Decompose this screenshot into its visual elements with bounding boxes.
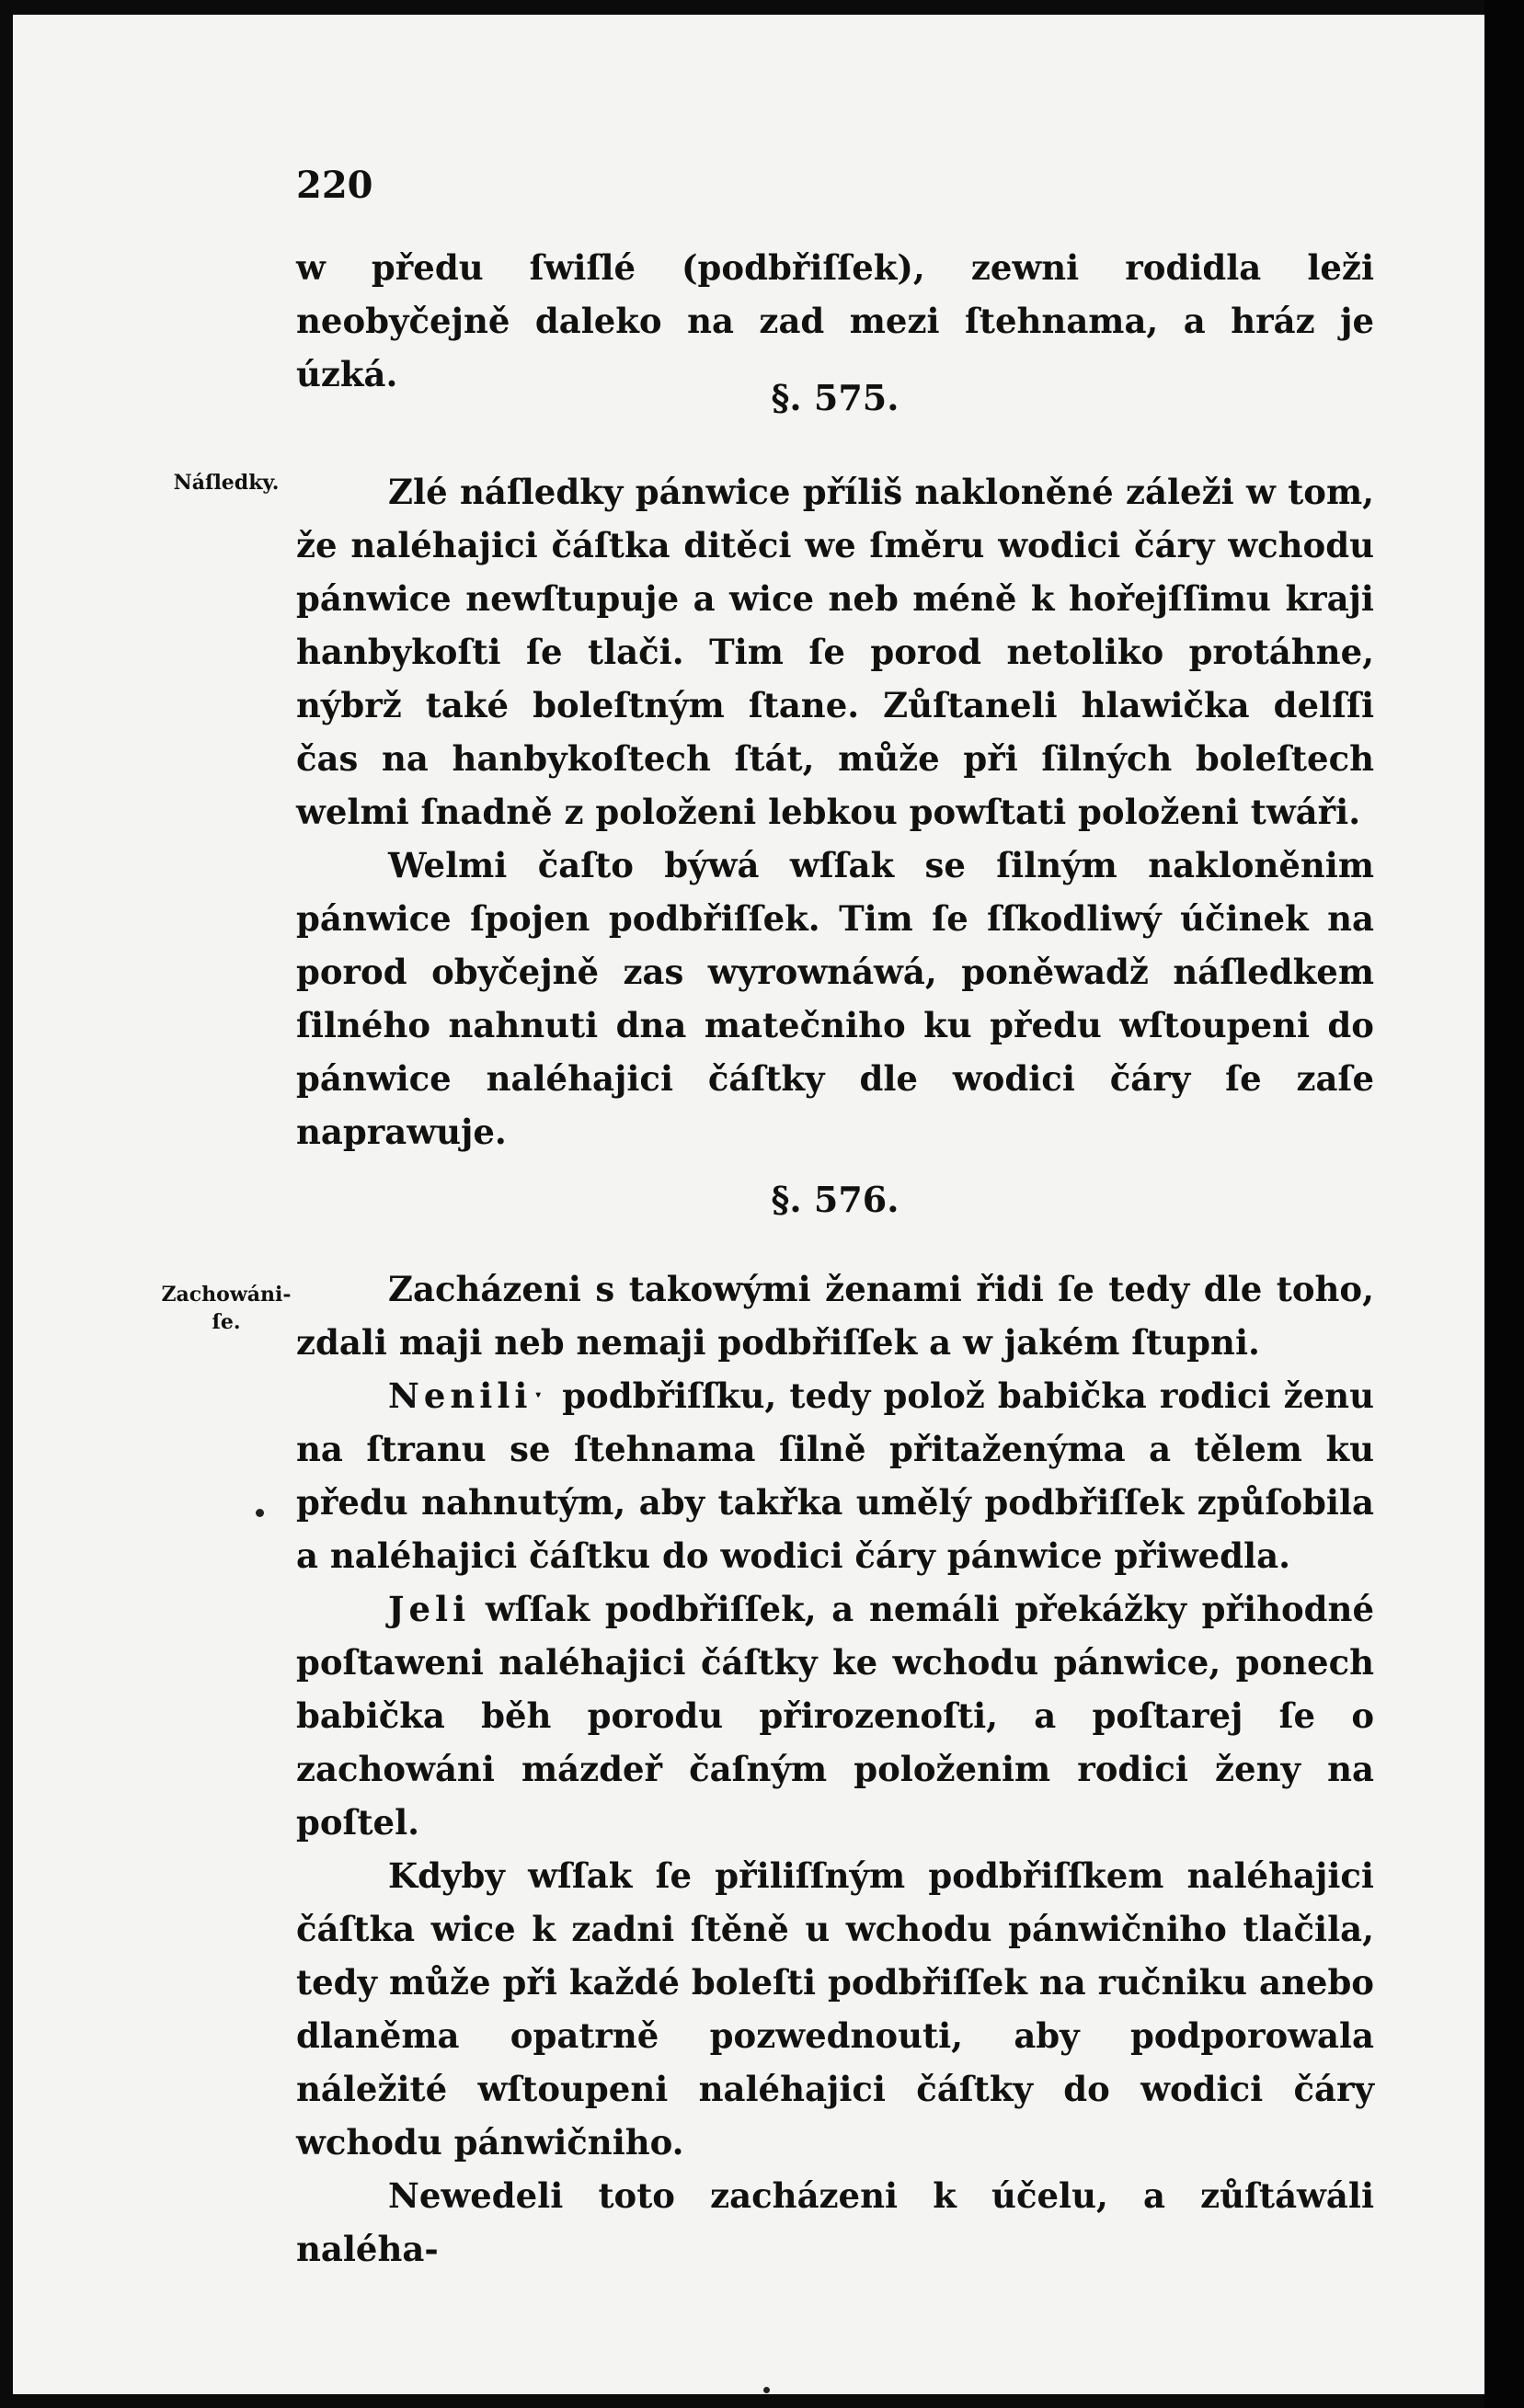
paragraph xyxy=(296,1582,1374,1849)
paragraph-rest: wſſak podbřiſſek, a nemáli překážky přihodné poſtaweni naléhajici čáſtky ke wchodu pánwice, ponech babička běh porodu přirozenoſti, a poſtarej ſe o zachowáni mázdeř čaſným položenim rodici ženy na poſtel. xyxy=(296,1589,1374,1843)
page-number: 220 xyxy=(296,164,373,207)
margin-note-nasledky: Náſledky. xyxy=(173,471,280,495)
paragraph: Welmi čaſto býwá wſſak se ſilným nakloněnim pánwice ſpojen podbřiſſek. Tim ſe ſſkodliwý účinek na porod obyčejně zas wyrownáwá, poněwadž náſledkem ſilného nahnuti dna matečniho ku předu wſtoupeni do pánwice naléhajici čáſtky dle wodici čáry ſe zaſe naprawuje. xyxy=(296,845,1374,1152)
section-heading-576: §. 576. xyxy=(771,1179,900,1220)
lead-word: Neniliˑ xyxy=(388,1375,550,1416)
paragraph-rest: podbřiſſku, tedy polož babička rodici ženu na ſtranu se ſtehnama ſilně přitaženýma a tělem ku předu nahnutým, aby takřka umělý podbřiſſek způſobila a naléhajici čáſtku do wodici čáry pánwice přiwedla. xyxy=(296,1375,1374,1576)
section-heading-575: §. 575. xyxy=(771,377,900,418)
section-576-body xyxy=(296,1262,1374,2276)
paragraph: Zlé náſledky pánwice příliš nakloněné záleži w tom, že naléhajici čáſtka ditěci we ſměru wodici čáry wchodu pánwice newſtupuje a wice neb méně k hořejſſimu kraji hanbykoſti ſe tlači. Tim ſe porod netoliko protáhne, nýbrž také boleſtným ſtane. Zůſtaneli hlawička delſſi čas na hanbykoſtech ſtát, může při ſilných boleſtech welmi ſnadně z položeni lebkou powſtati položeni twáři. xyxy=(296,472,1374,832)
lead-word: Jeli xyxy=(388,1589,471,1629)
section-575-body xyxy=(296,465,1374,1158)
scan-speck xyxy=(763,2387,770,2393)
intro-text: w předu ſwiſlé (podbřiſſek), zewni rodidla leži neobyčejně daleko na zad mezi ſtehnama, a hráz je úzká. xyxy=(296,247,1374,394)
paragraph: Zacházeni s takowými ženami řidi ſe tedy dle toho, zdali maji neb nemaji podbřiſſek a w jakém ſtupni. xyxy=(296,1269,1374,1363)
scan-speck xyxy=(256,1509,264,1517)
scan-border xyxy=(1484,0,1524,2408)
paragraph: Newedeli toto zacházeni k účelu, a zůſtáwáli naléha- xyxy=(296,2175,1374,2269)
paragraph: Kdyby wſſak ſe přiliſſným podbřiſſkem naléhajici čáſtka wice k zadni ſtěně u wchodu pánwičniho tlačila, tedy může při každé boleſti podbřiſſek na ručniku anebo dlaněma opatrně pozwednouti, aby podporowala náležité wſtoupeni naléhajici čáſtky do wodici čáry wchodu pánwičniho. xyxy=(296,1855,1374,2163)
paragraph xyxy=(296,1369,1374,1582)
margin-note-zachowani: Zachowáni-ſe. xyxy=(161,1283,292,1334)
